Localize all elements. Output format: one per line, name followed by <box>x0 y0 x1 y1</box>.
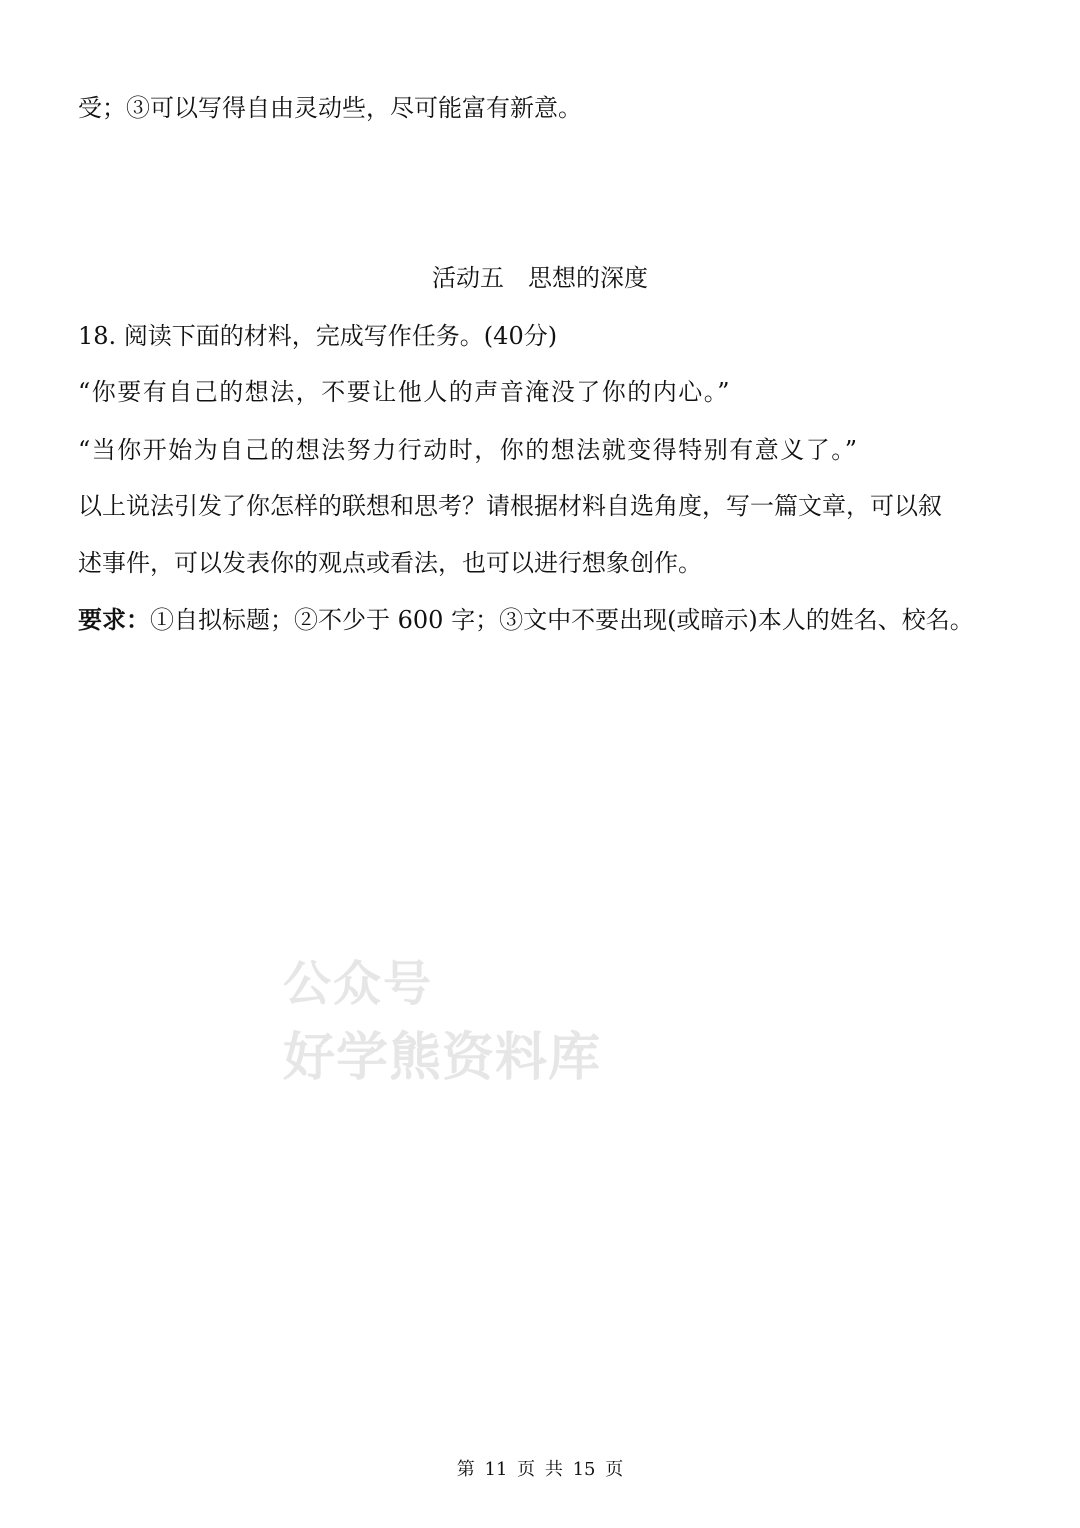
question-prompt-line <box>78 318 1010 354</box>
quote-2: “当你开始为自己的想法努力行动时，你的想法就变得特别有意义了。” <box>78 436 859 464</box>
requirements-line <box>78 602 1010 638</box>
question-prompt: 阅读下面的材料，完成写作任务。(40分) <box>123 322 558 350</box>
requirement-text: ①自拟标题；②不少于 600 字；③文中不要出现(或暗示)本人的姓名、校名。 <box>150 606 974 634</box>
section-title: 活动五 思想的深度 <box>432 264 648 292</box>
page-number-footer: 第 11 页 共 15 页 <box>456 1459 624 1480</box>
quote-1: “你要有自己的想法，不要让他人的声音淹没了你的内心。” <box>78 378 732 406</box>
requirement-label: 要求： <box>78 605 150 634</box>
question-number: 18. <box>78 322 117 350</box>
watermark-line-1: 公众号 <box>283 956 434 1012</box>
watermark-line-2: 好学熊资料库 <box>283 1028 602 1088</box>
body-line-2: 述事件，可以发表你的观点或看法，也可以进行想象创作。 <box>78 549 702 577</box>
continuation-text: 受；③可以写得自由灵动些，尽可能富有新意。 <box>78 94 582 122</box>
body-line-1: 以上说法引发了你怎样的联想和思考？请根据材料自选角度，写一篇文章，可以叙 <box>78 492 942 520</box>
